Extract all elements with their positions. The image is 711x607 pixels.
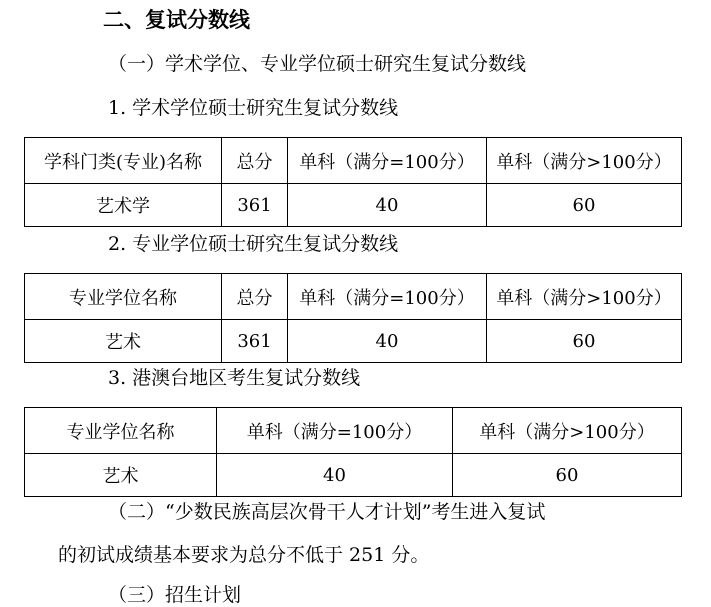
table-header-cell: 单科（满分=100分） — [217, 408, 453, 454]
paragraph-text: 的初试成绩基本要求为总分不低于 251 分。 — [58, 544, 430, 566]
table-cell: 60 — [487, 320, 682, 363]
section-heading: 二、复试分数线 — [103, 8, 250, 32]
table1-title: 1. 学术学位硕士研究生复试分数线 — [108, 97, 399, 119]
table-row — [25, 184, 682, 227]
table-header-cell: 单科（满分>100分） — [487, 138, 682, 184]
table-cell: 361 — [222, 184, 288, 227]
table-cell: 艺术学 — [25, 184, 222, 227]
table-header-cell: 单科（满分>100分） — [487, 274, 682, 320]
table-header-row — [25, 274, 682, 320]
table-academic-degree — [24, 137, 682, 227]
table-header-row — [25, 138, 682, 184]
table-cell: 艺术 — [25, 454, 217, 497]
table-cell: 60 — [453, 454, 682, 497]
table-cell: 40 — [217, 454, 453, 497]
table-header-cell: 单科（满分=100分） — [288, 138, 487, 184]
table-header-cell: 学科门类(专业)名称 — [25, 138, 222, 184]
subsection-heading-3-partial: （三）招生计划 — [108, 584, 242, 606]
table-hk-macao-taiwan — [24, 407, 682, 497]
subsection-heading-1: （一）学术学位、专业学位硕士研究生复试分数线 — [108, 53, 527, 75]
table-professional-degree — [24, 273, 682, 363]
table-header-cell: 专业学位名称 — [25, 274, 222, 320]
table-row — [25, 454, 682, 497]
table-header-cell: 专业学位名称 — [25, 408, 217, 454]
table-cell: 361 — [222, 320, 288, 363]
table-row — [25, 320, 682, 363]
subsection-heading-2: （二）“少数民族高层次骨干人才计划”考生进入复试 — [108, 501, 546, 523]
table3-title: 3. 港澳台地区考生复试分数线 — [108, 367, 361, 389]
table-header-cell: 总分 — [222, 274, 288, 320]
table2-title: 2. 专业学位硕士研究生复试分数线 — [108, 233, 399, 255]
table-header-cell: 单科（满分>100分） — [453, 408, 682, 454]
table-cell: 60 — [487, 184, 682, 227]
table-cell: 艺术 — [25, 320, 222, 363]
table-header-cell: 总分 — [222, 138, 288, 184]
table-header-cell: 单科（满分=100分） — [288, 274, 487, 320]
table-cell: 40 — [288, 320, 487, 363]
table-cell: 40 — [288, 184, 487, 227]
table-header-row — [25, 408, 682, 454]
